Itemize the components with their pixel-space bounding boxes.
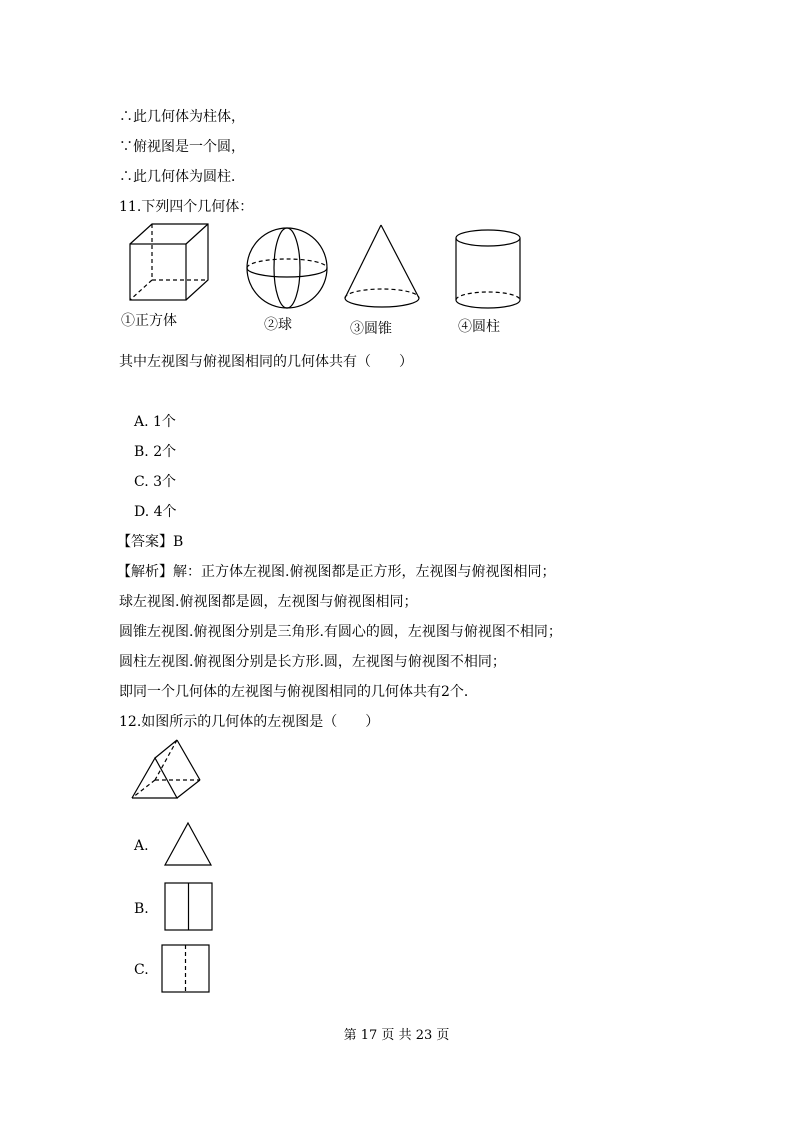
figure-caption-cube: ①正方体 (121, 313, 177, 329)
option-b-rectangle-solid-line-icon[interactable] (163, 881, 215, 933)
q12-option-a[interactable]: A. (134, 838, 149, 854)
q11-option-a[interactable]: A. 1个 (134, 414, 176, 430)
triangular-prism-icon (130, 738, 205, 800)
analysis-line-5: 即同一个几何体的左视图与俯视图相同的几何体共有2个． (119, 684, 478, 700)
q11-option-d[interactable]: D. 4个 (134, 504, 177, 520)
figure-caption-cone: ③圆锥 (350, 321, 392, 337)
figure-caption-sphere: ②球 (264, 317, 292, 333)
option-a-triangle-icon[interactable] (163, 821, 213, 867)
q11-answer: 【答案】B (117, 534, 184, 550)
q11-stem: 11.下列四个几何体： (119, 199, 254, 215)
q11-option-c[interactable]: C. 3个 (134, 474, 177, 490)
option-c-rectangle-dashed-line-icon[interactable] (160, 943, 212, 995)
q11-question: 其中左视图与俯视图相同的几何体共有（ ） (119, 354, 413, 370)
q12-option-c[interactable]: C. (134, 962, 149, 978)
sphere-icon (246, 227, 328, 309)
figure-caption-cylinder: ④圆柱 (458, 319, 500, 335)
q11-option-b[interactable]: B. 2个 (134, 444, 177, 460)
analysis-line-1: 【解析】解：正方体左视图.俯视图都是正方形，左视图与俯视图相同； (117, 564, 556, 580)
solution-line-2: ∵俯视图是一个圆， (119, 139, 245, 155)
solution-line-1: ∴此几何体为柱体， (119, 109, 245, 125)
solution-line-3: ∴此几何体为圆柱． (119, 169, 245, 185)
analysis-line-4: 圆柱左视图.俯视图分别是长方形.圆，左视图与俯视图不相同； (119, 654, 506, 670)
page-footer: 第 17 页 共 23 页 (343, 1028, 450, 1043)
analysis-line-3: 圆锥左视图.俯视图分别是三角形.有圆心的圆，左视图与俯视图不相同； (119, 624, 562, 640)
analysis-line-2: 球左视图.俯视图都是圆，左视图与俯视图相同； (119, 594, 418, 610)
cylinder-icon (454, 228, 524, 318)
q12-option-b[interactable]: B. (134, 901, 149, 917)
cube-icon (128, 222, 210, 302)
cone-icon (343, 224, 423, 314)
q12-stem: 12.如图所示的几何体的左视图是（ ） (119, 714, 380, 730)
